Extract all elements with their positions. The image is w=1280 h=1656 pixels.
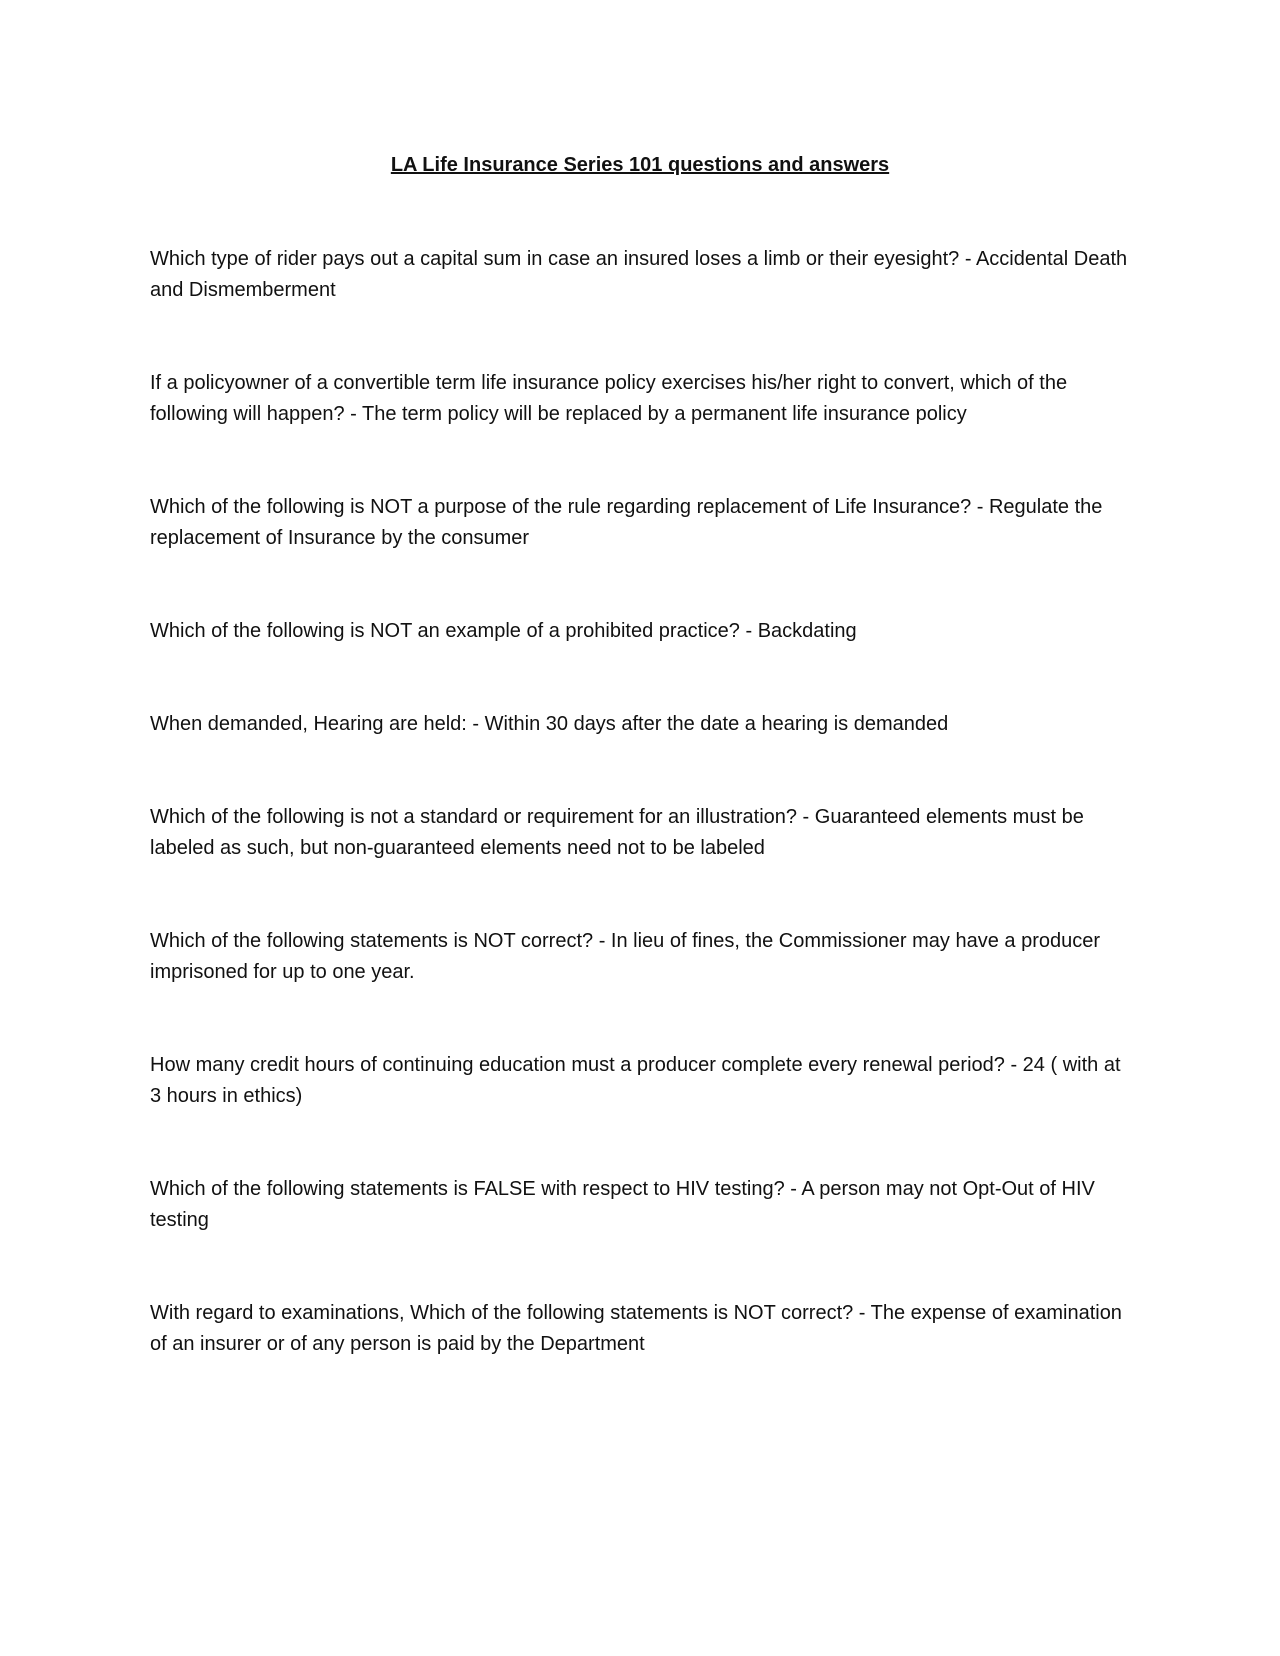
qa-item-5: When demanded, Hearing are held: - Within 30 days after the date a hearing is demanded: [150, 713, 949, 735]
qa-item-10: With regard to examinations, Which of the following statements is NOT correct? - The expense of examination of an insurer or of any person is paid by the Department: [150, 1302, 1122, 1355]
qa-item-9: Which of the following statements is FALSE with respect to HIV testing? - A person may not Opt-Out of HIV testing: [150, 1178, 1095, 1231]
document-title: LA Life Insurance Series 101 questions and answers: [390, 154, 890, 176]
qa-item-7: Which of the following statements is NOT correct? - In lieu of fines, the Commissioner may have a producer imprisoned for up to one year.: [150, 930, 1101, 983]
qa-item-2: If a policyowner of a convertible term life insurance policy exercises his/her right to convert, which of the following will happen? - The term policy will be replaced by a permanent life insurance policy: [150, 372, 1068, 425]
qa-item-4: Which of the following is NOT an example of a prohibited practice? - Backdating: [150, 620, 857, 642]
qa-item-1: Which type of rider pays out a capital sum in case an insured loses a limb or their eyesight? - Accidental Death and Dismemberment: [150, 248, 1128, 301]
qa-item-6: Which of the following is not a standard or requirement for an illustration? - Guaranteed elements must be labeled as such, but non-guaranteed elements need not to be labeled: [150, 806, 1084, 859]
qa-list: [150, 244, 1130, 1422]
qa-item-3: Which of the following is NOT a purpose of the rule regarding replacement of Life Insurance? - Regulate the replacement of Insurance by the consumer: [150, 496, 1103, 549]
qa-item-8: How many credit hours of continuing education must a producer complete every renewal period? - 24 ( with at 3 hours in ethics): [150, 1054, 1121, 1107]
